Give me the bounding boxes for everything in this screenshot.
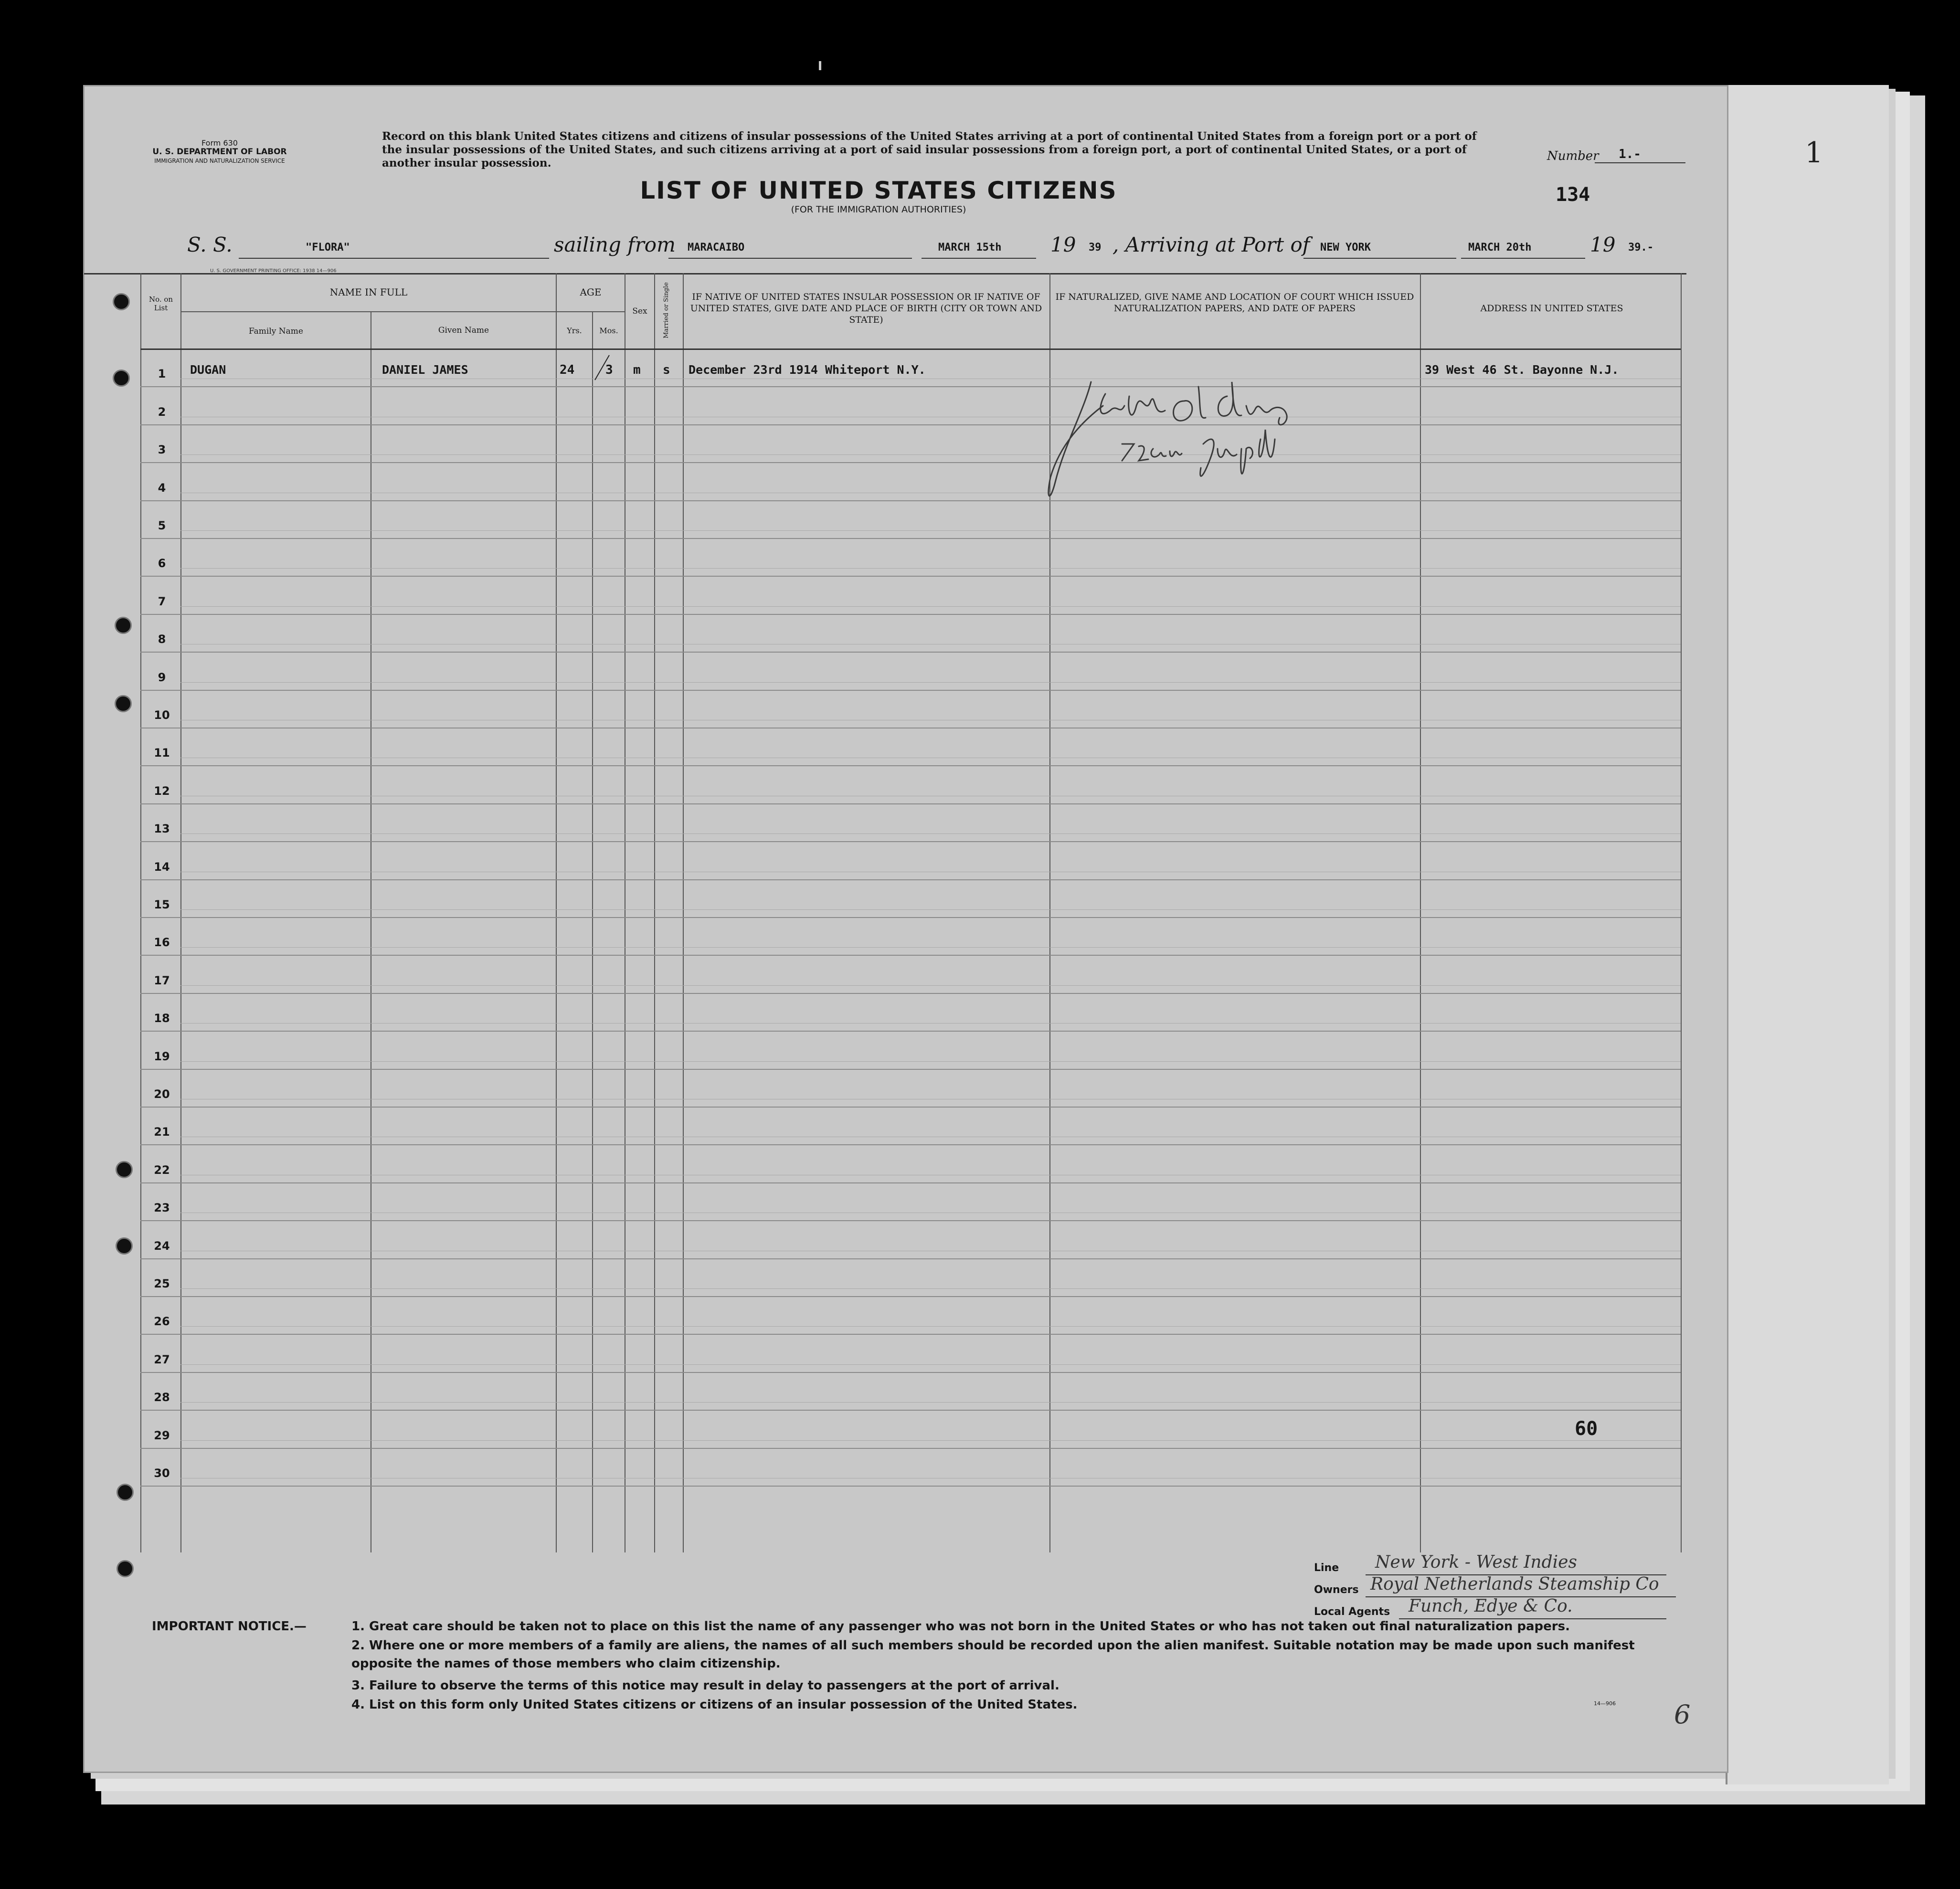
ship-name: "FLORA" [306, 242, 350, 253]
arrival-date-underline [1461, 258, 1585, 259]
row-number: 5 [158, 519, 166, 532]
header-family-name: Family Name [249, 327, 303, 336]
row-subrule [180, 1061, 1681, 1062]
column-divider [683, 273, 684, 1552]
form-code: 14—906 [1594, 1700, 1616, 1707]
year-prefix-arrival: 19 [1590, 233, 1616, 256]
row-number: 19 [154, 1050, 170, 1063]
row-rule [140, 1372, 1681, 1373]
departure-underline [668, 258, 912, 259]
row-rule [140, 652, 1681, 653]
row-number: 1 [158, 367, 166, 380]
row-subrule [180, 1023, 1681, 1024]
scan-mark: ╹ [816, 61, 825, 79]
line-value: New York - West Indies [1375, 1552, 1577, 1572]
row-number: 28 [154, 1391, 170, 1404]
line-label: Line [1314, 1562, 1339, 1574]
port-of-departure: MARACAIBO [688, 242, 745, 253]
page-subtitle: (FOR THE IMMIGRATION AUTHORITIES) [791, 204, 966, 215]
row-subrule [180, 985, 1681, 986]
row1-birth-info: December 23rd 1914 Whiteport N.Y. [689, 363, 926, 377]
departure-year: 39 [1089, 242, 1102, 253]
margin-mark: 1 [1805, 136, 1823, 169]
row-number: 14 [154, 860, 170, 874]
form-number: Form 630 [201, 138, 238, 148]
row-number: 16 [154, 936, 170, 949]
row-subrule [180, 454, 1681, 455]
row-number: 12 [154, 784, 170, 798]
row-number: 18 [154, 1012, 170, 1025]
row-number: 22 [154, 1163, 170, 1177]
number-underline [1595, 162, 1685, 163]
row-number: 26 [154, 1315, 170, 1328]
notice-item: 4. List on this form only United States citizens or citizens of an insular possession of the United States. [351, 1698, 1078, 1712]
punch-hole [117, 1484, 134, 1501]
row-rule [140, 690, 1681, 691]
row-rule [140, 1486, 1681, 1487]
column-divider [556, 273, 557, 1552]
ss-label: S. S. [187, 233, 233, 256]
row-number: 15 [154, 898, 170, 911]
local-agents-value: Funch, Edye & Co. [1409, 1596, 1573, 1616]
row-number: 10 [154, 708, 170, 722]
row-rule [140, 1220, 1681, 1221]
row-rule [140, 1448, 1681, 1449]
departure-date: MARCH 15th [938, 242, 1002, 253]
row-rule [140, 500, 1681, 501]
row1-sex: m [633, 363, 641, 377]
port-of-arrival: NEW YORK [1320, 242, 1371, 253]
punch-hole [116, 1237, 133, 1255]
row-number: 23 [154, 1201, 170, 1214]
row-rule [140, 1410, 1681, 1411]
row-number: 7 [158, 595, 166, 608]
row-rule [140, 993, 1681, 994]
header-sex: Sex [632, 306, 647, 316]
row1-given-name: DANIEL JAMES [382, 363, 468, 377]
punch-hole [113, 293, 130, 310]
age-check-mark [592, 353, 611, 382]
service-name: IMMIGRATION AND NATURALIZATION SERVICE [154, 158, 285, 164]
header-divider [556, 311, 625, 312]
arrival-year: 39.- [1628, 242, 1653, 253]
row1-age-years: 24 [560, 363, 575, 377]
row-rule [140, 1182, 1681, 1183]
printing-line: U. S. GOVERNMENT PRINTING OFFICE: 1938 14—906 [210, 268, 337, 274]
owners-value: Royal Netherlands Steamship Co [1370, 1574, 1659, 1594]
row-number: 20 [154, 1087, 170, 1101]
row-rule [140, 538, 1681, 539]
row-number: 27 [154, 1353, 170, 1366]
row-number: 13 [154, 822, 170, 835]
row-subrule [180, 1288, 1681, 1289]
column-divider [592, 311, 593, 1552]
row-number: 17 [154, 974, 170, 987]
row-subrule [180, 1326, 1681, 1327]
header-age: AGE [580, 286, 602, 298]
facing-page [1726, 85, 1889, 1784]
row-rule [140, 614, 1681, 615]
header-no-on-list: No. on List [148, 295, 173, 312]
notice-item: 1. Great care should be taken not to place on this list the name of any passenger who was not born in the United States or who has not taken out final naturalization papers. [351, 1619, 1570, 1634]
row-number: 8 [158, 633, 166, 646]
column-divider [1681, 273, 1682, 1552]
header-bottom-rule [140, 348, 1681, 350]
row-number: 3 [158, 443, 166, 456]
column-divider [1420, 273, 1421, 1552]
number-value: 1.- [1619, 147, 1641, 161]
margin-mark-bottom: 6 [1674, 1699, 1691, 1730]
punch-hole [117, 1560, 134, 1577]
punch-hole [116, 1161, 133, 1178]
number-label: Number [1547, 149, 1599, 163]
row-rule [140, 1031, 1681, 1032]
corner-number: 60 [1575, 1418, 1598, 1440]
arrival-underline [1303, 258, 1456, 259]
row-rule [140, 879, 1681, 880]
header-age-years: Yrs. [567, 326, 582, 335]
row-rule [140, 917, 1681, 918]
row-number: 6 [158, 557, 166, 570]
column-divider [180, 273, 181, 1552]
header-naturalization: IF NATURALIZED, GIVE NAME AND LOCATION OF COURT WHICH ISSUED NATURALIZATION PAPERS, AND DATE OF PAPERS [1055, 292, 1414, 314]
row-subrule [180, 568, 1681, 569]
row-rule [140, 1296, 1681, 1297]
local-agents-label: Local Agents [1314, 1606, 1390, 1618]
page-number: 134 [1556, 184, 1590, 206]
row-rule [140, 765, 1681, 766]
row-rule [140, 576, 1681, 577]
row-rule [140, 841, 1681, 842]
header-birth-info: IF NATIVE OF UNITED STATES INSULAR POSSESSION OR IF NATIVE OF UNITED STATES, GIVE DATE AND PLACE OF BIRTH (CITY OR TOWN AND STATE) [690, 292, 1042, 325]
row-rule [140, 803, 1681, 804]
year-prefix: 19 [1050, 233, 1076, 256]
form-label [143, 138, 296, 166]
inspector-signature [1027, 372, 1361, 516]
row-subrule [180, 530, 1681, 531]
header-age-months: Mos. [599, 326, 618, 335]
row-subrule [180, 682, 1681, 683]
row1-age-months: 3 [605, 363, 613, 377]
row-number: 2 [158, 405, 166, 419]
record-instructions: Record on this blank United States citizens and citizens of insular possessions of the United States arriving at a port of continental United States from a foreign port or a port of the insular possessions of the United States, and such citizens arriving at a port of said insular possessions from a foreign port, a port of continental United States, or a port of another insular possession. [382, 130, 1477, 169]
notice-item: 2. Where one or more members of a family are aliens, the names of all such members should be recorded upon the alien manifest. Suitable notation may be made upon such manifest opposite the names of those members who claim citizenship. [351, 1638, 1635, 1671]
row-subrule [180, 1402, 1681, 1403]
header-married-single: Married or Single [663, 282, 670, 338]
punch-hole [113, 369, 130, 387]
arriving-label: , Arriving at Port of [1112, 233, 1310, 256]
column-divider [140, 273, 141, 1552]
header-given-name: Given Name [438, 326, 489, 335]
punch-hole [115, 695, 132, 712]
row-rule [140, 462, 1681, 463]
row-number: 9 [158, 671, 166, 684]
row1-family-name: DUGAN [190, 363, 226, 377]
row-number: 29 [154, 1429, 170, 1442]
column-divider [654, 273, 655, 1552]
page-title: LIST OF UNITED STATES CITIZENS [640, 177, 1117, 204]
row-rule [140, 1334, 1681, 1335]
row-rule [140, 1069, 1681, 1070]
row-subrule [180, 909, 1681, 910]
row-subrule [180, 947, 1681, 948]
owners-label: Owners [1314, 1584, 1359, 1596]
row-rule [140, 955, 1681, 956]
header-name-in-full: NAME IN FULL [329, 286, 408, 298]
row-rule [140, 1144, 1681, 1145]
row-rule [140, 1258, 1681, 1259]
row1-marital-status: s [663, 363, 670, 377]
row-rule [140, 386, 1681, 387]
row-subrule [180, 606, 1681, 607]
row-number: 4 [158, 481, 166, 495]
row1-address: 39 West 46 St. Bayonne N.J. [1425, 363, 1619, 377]
citizens-table [84, 273, 1686, 1554]
punch-hole [115, 617, 132, 634]
department-name: U. S. DEPARTMENT OF LABOR [152, 147, 287, 157]
row-number: 21 [154, 1125, 170, 1139]
notice-heading: IMPORTANT NOTICE.— [152, 1619, 307, 1634]
header-address: ADDRESS IN UNITED STATES [1480, 303, 1623, 314]
notice-item: 3. Failure to observe the terms of this notice may result in delay to passengers at the port of arrival. [351, 1678, 1059, 1693]
arrival-date: MARCH 20th [1468, 242, 1532, 253]
row-number: 24 [154, 1239, 170, 1253]
row-number: 11 [154, 746, 170, 760]
sailing-from-label: sailing from [554, 233, 676, 256]
row-subrule [180, 1364, 1681, 1365]
row-rule [140, 424, 1681, 425]
departure-date-underline [922, 258, 1036, 259]
row-subrule [180, 1440, 1681, 1441]
row-number: 30 [154, 1467, 170, 1480]
header-divider [180, 311, 556, 312]
row-number: 25 [154, 1277, 170, 1290]
ship-underline [239, 258, 549, 259]
row-rule [140, 1107, 1681, 1108]
